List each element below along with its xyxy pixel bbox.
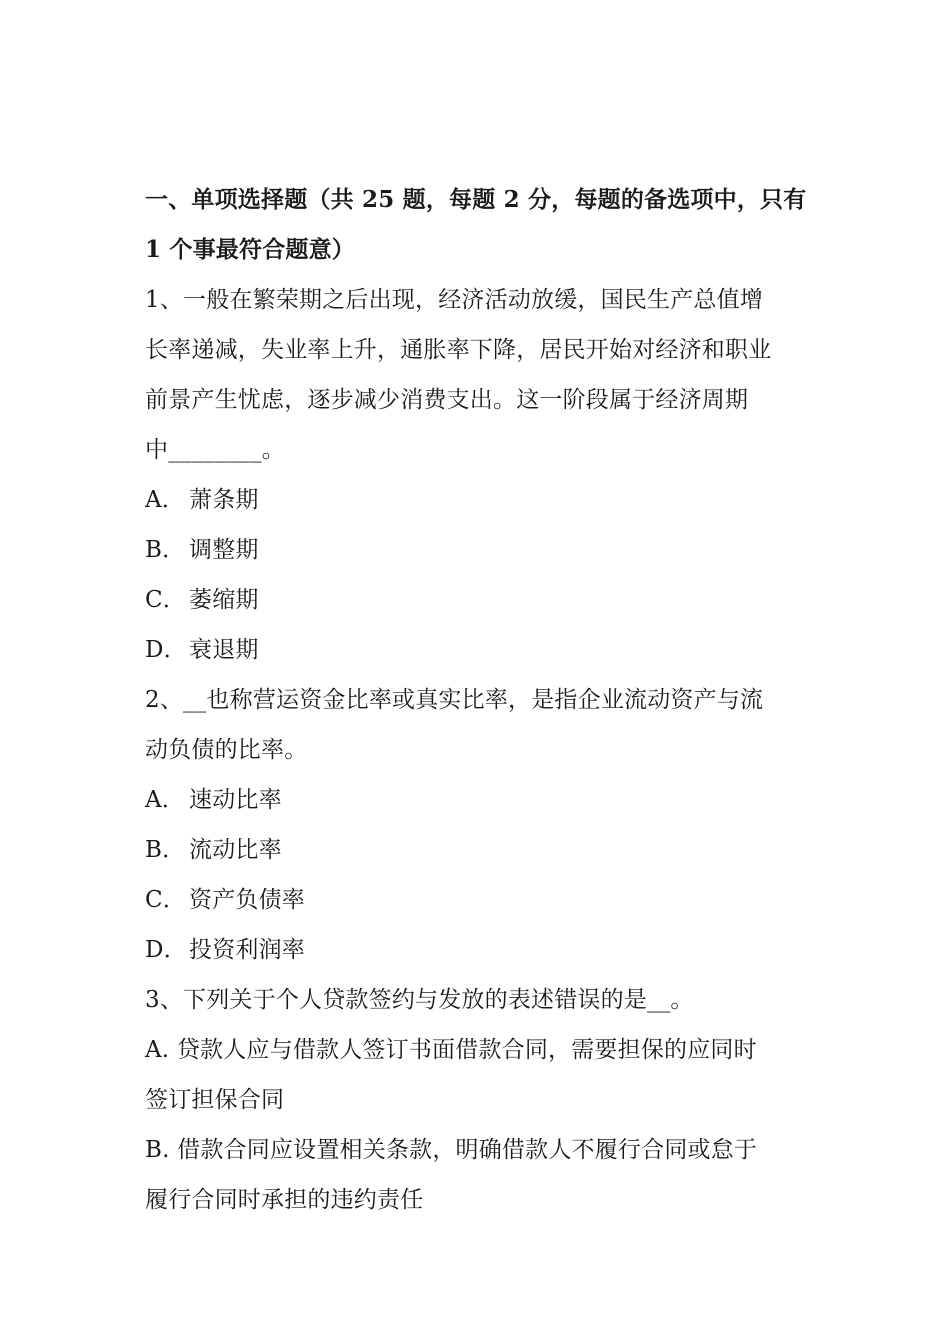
option-text: 流动比率 [189,837,282,863]
question-1 [145,275,810,675]
question-1-stem-line: 中________。 [145,437,285,463]
option-letter: D． [145,637,187,663]
question-1-option-b [145,525,810,575]
option-text: 投资利润率 [189,937,305,963]
question-2-option-a [145,775,810,825]
question-2-option-d [145,925,810,975]
question-3-stem-line: 3、下列关于个人贷款签约与发放的表述错误的是__。 [145,987,694,1013]
question-2-stem-line: 2、__也称营运资金比率或真实比率，是指企业流动资产与流 [145,687,764,713]
question-1-option-a [145,475,810,525]
question-1-stem-line: 前景产生忧虑，逐步减少消费支出。这一阶段属于经济周期 [145,387,749,413]
option-letter: B． [145,837,186,863]
question-3 [145,975,810,1225]
question-3-option-a-line: 签订担保合同 [145,1087,285,1113]
question-1-stem-line: 长率递减，失业率上升，通胀率下降，居民开始对经济和职业 [145,337,772,363]
question-1-option-c [145,575,810,625]
option-letter: B． [145,537,186,563]
option-text: 衰退期 [189,637,259,663]
question-3-option-b-line: B. 借款合同应设置相关条款，明确借款人不履行合同或怠于 [145,1137,758,1163]
question-1-stem-line: 1、一般在繁荣期之后出现，经济活动放缓，国民生产总值增 [145,287,764,313]
option-text: 萧条期 [189,487,259,513]
section-heading-line-1: 一、单项选择题（共 25 题，每题 2 分，每题的备选项中，只有 [145,186,807,213]
option-text: 速动比率 [189,787,282,813]
option-text: 资产负债率 [189,887,305,913]
document-page [145,175,810,1225]
question-1-option-d [145,625,810,675]
option-letter: C． [145,887,186,913]
question-3-option-b-line: 履行合同时承担的违约责任 [145,1187,424,1213]
section-heading-line-2: 1 个事最符合题意） [145,236,356,263]
question-2-stem-line: 动负债的比率。 [145,737,308,763]
option-letter: A． [145,787,186,813]
question-2-option-c [145,875,810,925]
question-2-option-b [145,825,810,875]
question-2 [145,675,810,975]
option-letter: C． [145,587,186,613]
question-3-option-a-line: A. 贷款人应与借款人签订书面借款合同，需要担保的应同时 [145,1037,757,1063]
option-letter: D． [145,937,187,963]
option-letter: A． [145,487,186,513]
option-text: 萎缩期 [189,587,259,613]
option-text: 调整期 [189,537,259,563]
